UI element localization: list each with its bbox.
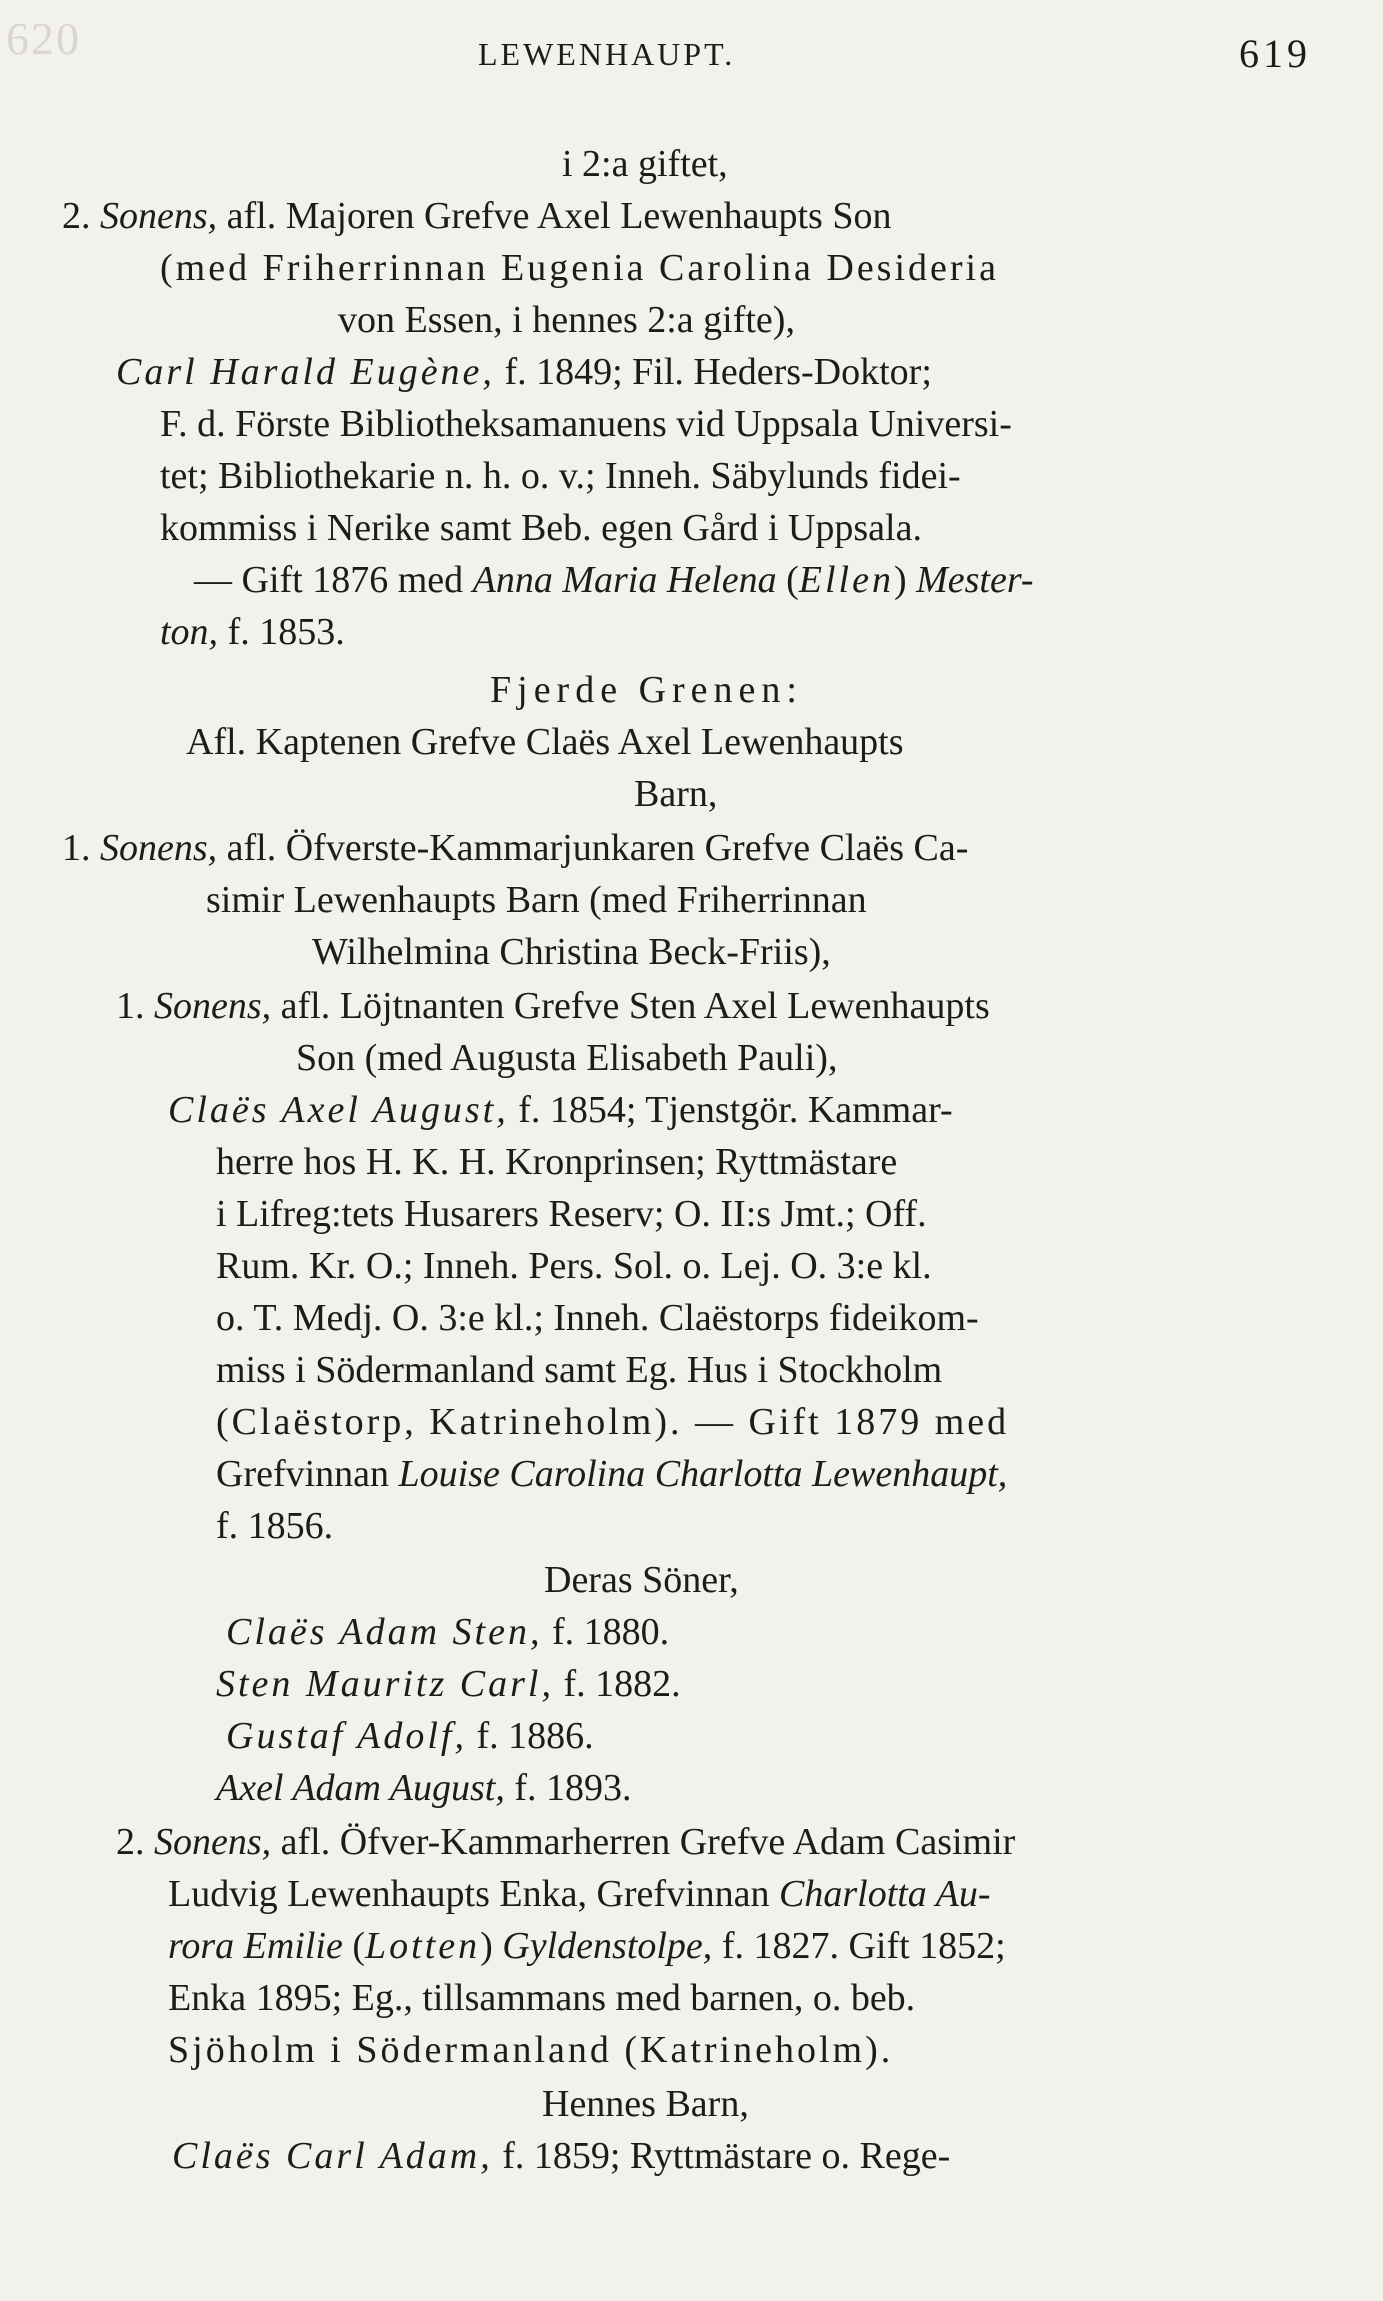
page-number: 619 — [1239, 31, 1311, 76]
text-line — [62, 822, 1322, 874]
text-line — [216, 1240, 1316, 1292]
text-line — [226, 1606, 1126, 1658]
line-text: Claës Adam Sten, — [226, 1611, 543, 1653]
line-text: i Lifreg:tets Husarers Reserv; O. II:s Jmt.; Off. — [216, 1193, 927, 1235]
line-text: afl. Öfverste-Kammarjunkaren Grefve Claës Ca- — [217, 827, 969, 869]
line-text: Gustaf Adolf, — [226, 1715, 467, 1757]
line-text: F. d. Förste Bibliotheksamanuens vid Uppsala Universi- — [160, 403, 1012, 445]
text-line — [116, 346, 1316, 398]
text-line — [216, 1136, 1316, 1188]
line-text: Sten Mauritz Carl, — [216, 1663, 554, 1705]
text-line — [216, 1396, 1316, 1448]
line-text: f. 1859; Ryttmästare o. Rege- — [492, 2135, 951, 2177]
text-line — [168, 1868, 1328, 1920]
text-line — [206, 874, 1306, 926]
text-line — [160, 450, 1320, 502]
text-line — [62, 190, 1312, 242]
text-line — [544, 1554, 1044, 1606]
text-line — [216, 1292, 1316, 1344]
text-line — [216, 1658, 1116, 1710]
line-text: Rum. Kr. O.; Inneh. Pers. Sol. o. Lej. O. 3:e kl. — [216, 1245, 932, 1287]
line-text: Ellen — [798, 559, 894, 601]
text-line — [542, 2078, 1042, 2130]
line-text: miss i Södermanland samt Eg. Hus i Stockholm — [216, 1349, 943, 1391]
line-text: Wilhelmina Christina Beck-Friis), — [312, 931, 831, 973]
text-line — [168, 1920, 1328, 1972]
text-line — [312, 926, 1212, 978]
line-text: 2. — [62, 195, 100, 237]
line-text: f. 1827. Gift 1852; — [712, 1925, 1006, 1967]
line-text: Sonens, — [154, 1821, 272, 1863]
line-text: Sonens, — [154, 985, 272, 1027]
line-text: f. 1880. — [542, 1611, 670, 1653]
line-text: Axel Adam August, — [216, 1767, 505, 1809]
text-line — [168, 1972, 1328, 2024]
line-text: Son (med Augusta Elisabeth Pauli), — [296, 1037, 838, 1079]
text-line — [116, 980, 1336, 1032]
line-text: i 2:a giftet, — [562, 143, 728, 185]
line-text: ( — [776, 559, 799, 601]
text-line — [168, 1084, 1328, 1136]
text-line — [296, 1032, 1196, 1084]
line-text: Anna Maria Helena — [472, 559, 777, 601]
text-line — [216, 1344, 1316, 1396]
text-line — [338, 294, 1138, 346]
text-line — [160, 242, 1260, 294]
text-line — [216, 1762, 1116, 1814]
line-text: f. 1886. — [467, 1715, 594, 1757]
line-text: 1. — [116, 985, 154, 1027]
text-line — [634, 768, 1034, 820]
line-text: Mester- — [916, 559, 1034, 601]
line-text: (med Friherrinnan Eugenia Carolina Desideria — [160, 247, 999, 289]
line-text: Charlotta Au- — [779, 1873, 991, 1915]
running-title: LEWENHAUPT. — [478, 36, 736, 72]
text-line — [194, 554, 1344, 606]
line-text: Sonens, — [100, 195, 218, 237]
line-text: Claës Axel August, — [168, 1089, 509, 1131]
line-text: afl. Majoren Grefve Axel Lewenhaupts Son — [217, 195, 892, 237]
line-text: Gyldenstolpe, — [502, 1925, 713, 1967]
line-text: herre hos H. K. H. Kronprinsen; Ryttmästare — [216, 1141, 898, 1183]
text-line — [216, 1500, 716, 1552]
line-text: von Essen, i hennes 2:a gifte), — [338, 299, 795, 341]
line-text: f. 1893. — [504, 1767, 632, 1809]
text-line — [172, 2130, 1332, 2182]
line-text: Grefvinnan — [216, 1453, 399, 1495]
line-text: — Gift 1876 med — [194, 559, 473, 601]
line-text: f. 1856. — [216, 1505, 334, 1547]
line-text: Louise Carolina Charlotta Lewenhaupt, — [398, 1453, 1008, 1495]
line-text: Ludvig Lewenhaupts Enka, Grefvinnan — [168, 1873, 779, 1915]
line-text: kommiss i Nerike samt Beb. egen Gård i Uppsala. — [160, 507, 922, 549]
line-text: Deras Söner, — [544, 1559, 739, 1601]
line-text: rora Emilie — [168, 1925, 343, 1967]
line-text: Lotten — [365, 1925, 481, 1967]
line-text: 2. — [116, 1821, 154, 1863]
line-text: ( — [342, 1925, 366, 1967]
line-text: Afl. Kaptenen Grefve Claës Axel Lewenhaupts — [186, 721, 904, 763]
line-text: tet; Bibliothekarie n. h. o. v.; Inneh. Säbylunds fidei- — [160, 455, 961, 497]
text-line — [168, 2024, 1168, 2076]
text-line — [160, 606, 960, 658]
section-heading — [490, 664, 1090, 716]
text-line — [226, 1710, 1126, 1762]
text-line — [160, 502, 1320, 554]
line-text: ) — [893, 559, 917, 601]
line-text: Sonens, — [100, 827, 218, 869]
line-text: 1. — [62, 827, 100, 869]
line-text: Hennes Barn, — [542, 2083, 749, 2125]
text-line — [186, 716, 1286, 768]
text-line — [216, 1448, 1336, 1500]
line-text: Claës Carl Adam, — [172, 2135, 493, 2177]
line-text: Sjöholm i Södermanland (Katrineholm). — [168, 2029, 894, 2071]
line-text: f. 1853. — [218, 611, 345, 653]
line-text: f. 1854; Tjenstgör. Kammar- — [508, 1089, 953, 1131]
line-text: ) — [480, 1925, 503, 1967]
text-line — [116, 1816, 1346, 1868]
line-text: Carl Harald Eugène, — [116, 351, 495, 393]
line-text: ton, — [160, 611, 219, 653]
bleed-through-page-number: 620 — [6, 13, 81, 64]
text-line — [562, 138, 1062, 190]
line-text: Fjerde Grenen: — [490, 669, 803, 711]
line-text: f. 1849; Fil. Heders-Doktor; — [494, 351, 932, 393]
line-text: simir Lewenhaupts Barn (med Friherrinnan — [206, 879, 867, 921]
line-text: (Claëstorp, Katrineholm). — Gift 1879 med — [216, 1401, 1010, 1443]
line-text: Enka 1895; Eg., tillsammans med barnen, o. beb. — [168, 1977, 916, 2019]
page-header — [0, 28, 1383, 88]
line-text: afl. Öfver-Kammarherren Grefve Adam Casimir — [271, 1821, 1016, 1863]
line-text: afl. Löjtnanten Grefve Sten Axel Lewenhaupts — [271, 985, 990, 1027]
line-text: Barn, — [634, 773, 718, 815]
line-text: o. T. Medj. O. 3:e kl.; Inneh. Claëstorps fideikom- — [216, 1297, 979, 1339]
text-line — [216, 1188, 1316, 1240]
text-line — [160, 398, 1320, 450]
line-text: f. 1882. — [553, 1663, 681, 1705]
